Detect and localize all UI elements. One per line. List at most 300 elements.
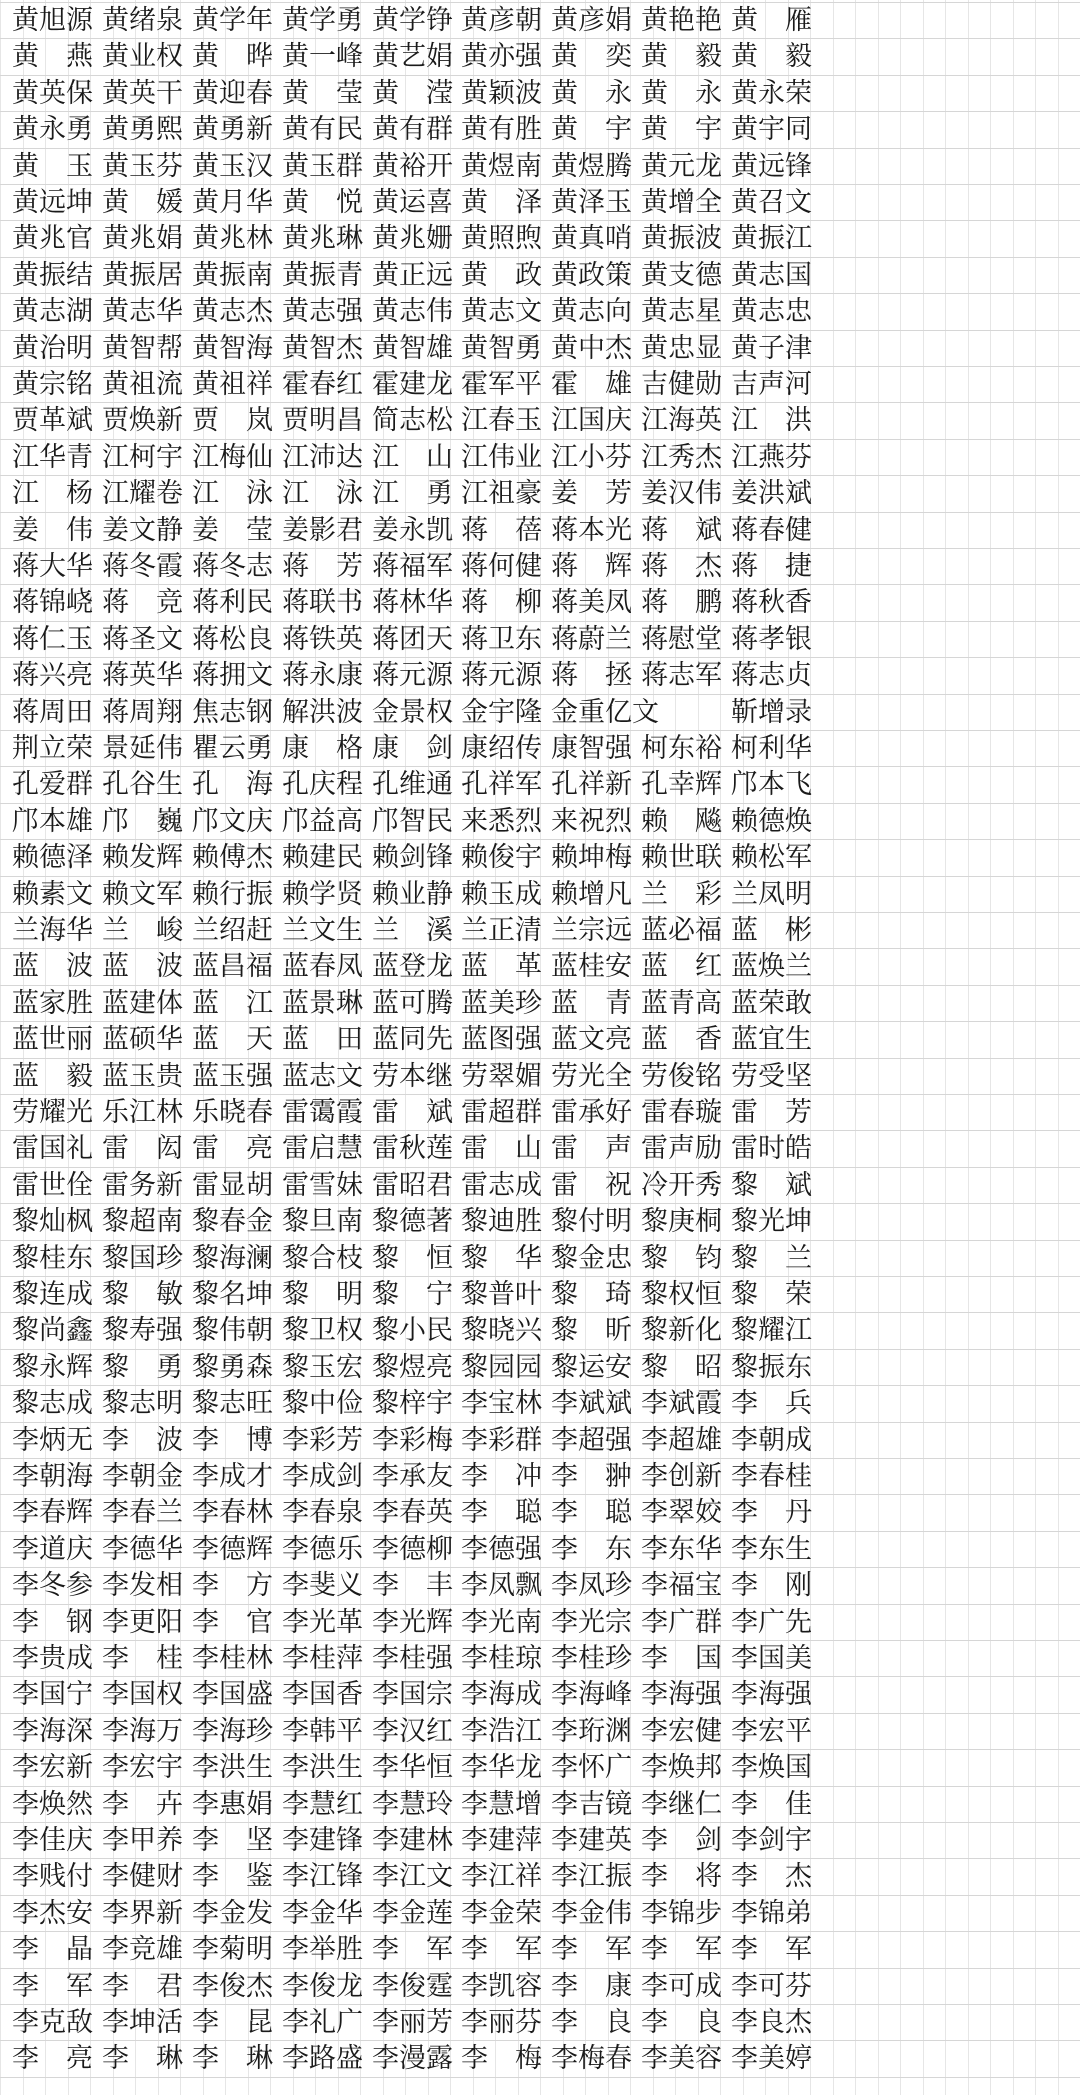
name-cell: 李俊龙 — [282, 1970, 363, 2002]
name-cell: 李桂林 — [192, 1643, 273, 1674]
name-cell: 黎 斌 — [731, 1169, 812, 1201]
name-cell: 简志松 — [372, 405, 453, 437]
name-cell: 蒋兴亮 — [12, 660, 93, 692]
name-cell: 黎金忠 — [551, 1242, 632, 1274]
name-cell: 李德华 — [102, 1533, 183, 1565]
name-cell: 黎 敏 — [102, 1279, 183, 1310]
table-row — [0, 1567, 1080, 1604]
name-cell: 黄振青 — [282, 259, 363, 291]
name-cell: 江梅仙 — [192, 441, 273, 473]
name-cell: 李锦步 — [641, 1897, 722, 1929]
name-cell: 李剑宇 — [731, 1825, 812, 1856]
name-cell: 李 国 — [641, 1643, 722, 1674]
name-cell: 李海珍 — [192, 1715, 273, 1747]
table-row — [0, 1422, 1080, 1459]
name-cell: 李坤活 — [102, 2007, 183, 2038]
name-cell: 蓝青高 — [641, 987, 722, 1019]
name-cell: 李 梅 — [461, 2043, 542, 2075]
name-cell: 黎卫权 — [282, 1315, 363, 1347]
name-cell: 李 刚 — [731, 1570, 812, 1602]
name-cell: 兰 彩 — [641, 878, 722, 910]
name-cell: 蒋志军 — [641, 660, 722, 692]
name-cell: 李宏宇 — [102, 1752, 183, 1784]
name-cell: 黎迪胜 — [461, 1206, 542, 1238]
table-row — [0, 1531, 1080, 1568]
name-cell: 孔幸辉 — [641, 769, 722, 801]
table-row — [0, 475, 1080, 512]
name-cell: 黎合枝 — [282, 1242, 363, 1274]
name-cell: 雷 斌 — [372, 1097, 453, 1128]
name-cell: 李路盛 — [282, 2043, 363, 2075]
name-cell: 黄 晔 — [192, 41, 273, 73]
name-cell: 黎园园 — [461, 1351, 542, 1383]
name-cell: 李 将 — [641, 1861, 722, 1893]
name-cell: 李汉红 — [372, 1715, 453, 1747]
name-cell: 蒋 鹏 — [641, 587, 722, 619]
name-cell: 黄志华 — [102, 296, 183, 328]
name-cell: 黎 恒 — [372, 1242, 453, 1274]
name-cell: 黎晓兴 — [461, 1315, 542, 1347]
name-cell: 蒋 竞 — [102, 587, 183, 619]
name-cell: 黎 荣 — [731, 1279, 812, 1310]
name-cell: 蒋联书 — [282, 587, 363, 619]
name-cell: 李焕邦 — [641, 1752, 722, 1784]
name-cell: 黎普叶 — [461, 1279, 542, 1310]
name-cell: 江海英 — [641, 405, 722, 437]
name-cell: 李焕然 — [12, 1788, 93, 1820]
table-row — [0, 1931, 1080, 1968]
name-cell: 李凯容 — [461, 1970, 542, 2002]
name-cell: 蒋锦峣 — [12, 587, 93, 619]
name-cell: 蒋春健 — [731, 514, 812, 546]
name-cell: 李桂珍 — [551, 1643, 632, 1674]
name-cell: 李俊霆 — [372, 1970, 453, 2002]
name-cell: 景延伟 — [102, 733, 183, 764]
name-cell: 李承友 — [372, 1461, 453, 1492]
name-cell: 李广先 — [731, 1606, 812, 1638]
name-cell: 赖德泽 — [12, 842, 93, 874]
name-cell: 李金华 — [282, 1897, 363, 1929]
table-row — [0, 839, 1080, 876]
name-cell: 李国宗 — [372, 1679, 453, 1711]
name-cell: 李桂强 — [372, 1643, 453, 1674]
name-cell: 李慧红 — [282, 1788, 363, 1820]
name-cell: 江 勇 — [372, 478, 453, 510]
name-cell: 赖傅杰 — [192, 842, 273, 874]
name-cell: 李 琳 — [192, 2043, 273, 2075]
name-cell: 李成剑 — [282, 1461, 363, 1492]
name-cell: 李怀广 — [551, 1752, 632, 1784]
name-cell: 黄志伟 — [372, 296, 453, 328]
name-cell: 黄兆琳 — [282, 223, 363, 255]
table-row — [0, 1349, 1080, 1386]
name-cell: 蓝 田 — [282, 1024, 363, 1056]
name-cell: 蓝建体 — [102, 987, 183, 1019]
name-cell: 黄中杰 — [551, 332, 632, 364]
name-cell: 赖 飚 — [641, 805, 722, 837]
table-row — [0, 439, 1080, 476]
name-cell: 蒋慰堂 — [641, 623, 722, 655]
name-cell: 李丽芬 — [461, 2007, 542, 2038]
name-cell: 蒋冬霞 — [102, 551, 183, 582]
name-cell: 蒋周翔 — [102, 696, 183, 728]
name-cell: 蒋本光 — [551, 514, 632, 546]
name-cell: 黎灿枫 — [12, 1206, 93, 1238]
name-cell: 黄子津 — [731, 332, 812, 364]
name-cell: 李 鉴 — [192, 1861, 273, 1893]
name-cell: 李洪生 — [282, 1752, 363, 1784]
name-cell: 黄 滢 — [372, 77, 453, 109]
table-row — [0, 75, 1080, 112]
name-cell: 李甲养 — [102, 1825, 183, 1856]
name-cell: 李 博 — [192, 1424, 273, 1456]
name-cell: 李竞雄 — [102, 1934, 183, 1966]
name-cell: 乐江林 — [102, 1097, 183, 1128]
name-cell: 黄 雁 — [731, 5, 812, 36]
name-cell: 黄泽玉 — [551, 187, 632, 218]
name-cell: 黄迎春 — [192, 77, 273, 109]
name-cell: 黄智雄 — [372, 332, 453, 364]
name-cell: 雷秋莲 — [372, 1133, 453, 1165]
name-cell: 黄照煦 — [461, 223, 542, 255]
name-cell: 柯利华 — [731, 733, 812, 764]
name-cell: 李洪生 — [192, 1752, 273, 1784]
name-cell: 兰 峻 — [102, 915, 183, 946]
name-cell: 黄志杰 — [192, 296, 273, 328]
name-cell: 赖文军 — [102, 878, 183, 910]
table-row — [0, 803, 1080, 840]
name-cell: 李俊杰 — [192, 1970, 273, 2002]
name-cell: 黄裕开 — [372, 150, 453, 182]
name-cell: 黎勇森 — [192, 1351, 273, 1383]
name-cell: 蓝登龙 — [372, 951, 453, 983]
name-cell: 李慧增 — [461, 1788, 542, 1820]
name-cell: 黄兆官 — [12, 223, 93, 255]
name-cell: 黄 宇 — [551, 114, 632, 146]
name-cell: 蒋 拯 — [551, 660, 632, 692]
table-row — [0, 1094, 1080, 1131]
name-cell: 雷 芳 — [731, 1097, 812, 1128]
name-cell: 蒋何健 — [461, 551, 542, 582]
name-cell: 雷启慧 — [282, 1133, 363, 1165]
name-cell: 李国香 — [282, 1679, 363, 1711]
name-cell: 霍 雄 — [551, 369, 632, 400]
name-cell: 雷 声 — [551, 1133, 632, 1165]
name-cell: 李 康 — [551, 1970, 632, 2002]
name-cell: 黄智勇 — [461, 332, 542, 364]
table-row — [0, 257, 1080, 294]
name-cell: 吉声河 — [731, 369, 812, 400]
name-cell: 李 聪 — [551, 1497, 632, 1529]
name-cell: 李 军 — [551, 1934, 632, 1966]
name-cell: 李 良 — [641, 2007, 722, 2038]
name-cell: 李 钢 — [12, 1606, 93, 1638]
name-cell: 江沛达 — [282, 441, 363, 473]
name-cell: 黄 永 — [641, 77, 722, 109]
name-cell: 江春玉 — [461, 405, 542, 437]
name-cell: 姜文静 — [102, 514, 183, 546]
name-cell: 黄玉汉 — [192, 150, 273, 182]
name-cell: 蓝志文 — [282, 1060, 363, 1092]
name-cell: 李福宝 — [641, 1570, 722, 1602]
name-cell: 蒋拥文 — [192, 660, 273, 692]
name-cell: 蒋 蓓 — [461, 514, 542, 546]
name-cell: 邝本飞 — [731, 769, 812, 801]
name-cell: 李成才 — [192, 1461, 273, 1492]
name-cell: 黎国珍 — [102, 1242, 183, 1274]
name-cell: 黄忠显 — [641, 332, 722, 364]
name-cell: 康 剑 — [372, 733, 453, 764]
name-cell: 赖发辉 — [102, 842, 183, 874]
name-cell: 黄 玉 — [12, 150, 93, 182]
name-cell: 李 琳 — [102, 2043, 183, 2075]
name-cell: 黎春金 — [192, 1206, 273, 1238]
name-cell: 黄业权 — [102, 41, 183, 73]
name-cell: 黎庚桐 — [641, 1206, 722, 1238]
name-cell: 江 泳 — [282, 478, 363, 510]
name-cell: 李浩江 — [461, 1715, 542, 1747]
name-cell: 李美容 — [641, 2043, 722, 2075]
table-row — [0, 985, 1080, 1022]
name-cell: 兰正清 — [461, 915, 542, 946]
name-cell: 李健财 — [102, 1861, 183, 1893]
name-cell: 黄有胜 — [461, 114, 542, 146]
name-cell: 蓝美珍 — [461, 987, 542, 1019]
name-cell: 黄祖祥 — [192, 369, 273, 400]
name-cell: 柯东裕 — [641, 733, 722, 764]
name-cell: 李 兵 — [731, 1388, 812, 1420]
name-cell: 瞿云勇 — [192, 733, 273, 764]
name-cell: 黄元龙 — [641, 150, 722, 182]
name-cell: 黎 昭 — [641, 1351, 722, 1383]
name-cell: 黎海澜 — [192, 1242, 273, 1274]
name-cell: 江 洪 — [731, 405, 812, 437]
name-cell: 李克敌 — [12, 2007, 93, 2038]
name-cell: 李海成 — [461, 1679, 542, 1711]
name-cell: 邝益高 — [282, 805, 363, 837]
name-cell: 雷 山 — [461, 1133, 542, 1165]
name-cell: 李礼广 — [282, 2007, 363, 2038]
name-cell: 李光宗 — [551, 1606, 632, 1638]
name-cell: 雷春璇 — [641, 1097, 722, 1128]
name-cell: 黎 宁 — [372, 1279, 453, 1310]
name-cell: 黎新化 — [641, 1315, 722, 1347]
name-cell: 黄彦朝 — [461, 5, 542, 36]
name-cell: 贾 岚 — [192, 405, 273, 437]
name-cell: 李 军 — [12, 1970, 93, 2002]
name-cell: 黄振南 — [192, 259, 273, 291]
name-cell: 蓝春凤 — [282, 951, 363, 983]
name-cell: 蓝 香 — [641, 1024, 722, 1056]
name-cell: 黄学年 — [192, 5, 273, 36]
name-cell: 李良杰 — [731, 2007, 812, 2038]
name-cell: 黄远坤 — [12, 187, 93, 218]
name-cell: 李 昆 — [192, 2007, 273, 2038]
name-cell: 李 亮 — [12, 2043, 93, 2075]
name-cell: 霍建龙 — [372, 369, 453, 400]
name-cell: 李 东 — [551, 1533, 632, 1565]
name-cell: 康绍传 — [461, 733, 542, 764]
name-cell: 蓝焕兰 — [731, 951, 812, 983]
name-cell: 劳本继 — [372, 1060, 453, 1092]
name-cell: 黄艺娟 — [372, 41, 453, 73]
name-cell: 赖学贤 — [282, 878, 363, 910]
table-row — [0, 1858, 1080, 1895]
name-cell: 雷雪妹 — [282, 1169, 363, 1201]
name-cell: 雷时皓 — [731, 1133, 812, 1165]
name-cell: 黄远锋 — [731, 150, 812, 182]
name-cell: 蓝可腾 — [372, 987, 453, 1019]
name-cell: 乐晓春 — [192, 1097, 273, 1128]
name-cell: 李 佳 — [731, 1788, 812, 1820]
name-cell: 蓝 波 — [102, 951, 183, 983]
name-cell: 黄学铮 — [372, 5, 453, 36]
name-cell: 黎权恒 — [641, 1279, 722, 1310]
name-cell: 黎桂东 — [12, 1242, 93, 1274]
name-cell: 李广群 — [641, 1606, 722, 1638]
name-cell: 黎尚鑫 — [12, 1315, 93, 1347]
table-row — [0, 2, 1080, 39]
table-row — [0, 584, 1080, 621]
name-cell: 李 冲 — [461, 1461, 542, 1492]
name-cell: 金景权 — [372, 696, 453, 728]
name-cell: 赖增凡 — [551, 878, 632, 910]
name-cell: 蒋周田 — [12, 696, 93, 728]
name-cell: 李 方 — [192, 1570, 273, 1602]
name-cell: 李春泉 — [282, 1497, 363, 1529]
name-cell: 贾焕新 — [102, 405, 183, 437]
name-cell: 蓝 毅 — [12, 1060, 93, 1092]
name-cell: 黎 明 — [282, 1279, 363, 1310]
name-cell: 江秀杰 — [641, 441, 722, 473]
name-cell: 蒋蔚兰 — [551, 623, 632, 655]
name-cell: 黎振东 — [731, 1351, 812, 1383]
name-cell: 李海万 — [102, 1715, 183, 1747]
name-cell: 李 丹 — [731, 1497, 812, 1529]
name-cell: 来悉烈 — [461, 805, 542, 837]
name-cell: 赖素文 — [12, 878, 93, 910]
name-cell: 蒋美凤 — [551, 587, 632, 619]
name-cell: 江柯宇 — [102, 441, 183, 473]
name-cell: 李国权 — [102, 1679, 183, 1711]
name-cell: 李春英 — [372, 1497, 453, 1529]
name-cell: 黄振波 — [641, 223, 722, 255]
name-cell: 黄艳艳 — [641, 5, 722, 36]
table-row — [0, 184, 1080, 221]
name-cell: 李江祥 — [461, 1861, 542, 1893]
name-cell: 黄永勇 — [12, 114, 93, 146]
name-cell: 黎中俭 — [282, 1388, 363, 1420]
name-cell: 李炳无 — [12, 1424, 93, 1456]
name-cell: 李可芬 — [731, 1970, 812, 2002]
name-cell: 雷声励 — [641, 1133, 722, 1165]
name-cell: 康 格 — [282, 733, 363, 764]
name-cell: 黄 政 — [461, 259, 542, 291]
table-row — [0, 1058, 1080, 1095]
name-cell: 李华恒 — [372, 1752, 453, 1784]
name-cell: 蓝荣敢 — [731, 987, 812, 1019]
name-cell: 黄振结 — [12, 259, 93, 291]
name-cell: 黄政策 — [551, 259, 632, 291]
name-cell: 赖业静 — [372, 878, 453, 910]
name-cell: 黄英保 — [12, 77, 93, 109]
name-cell: 黄宗铭 — [12, 369, 93, 400]
name-cell: 康智强 — [551, 733, 632, 764]
name-cell: 李华龙 — [461, 1752, 542, 1784]
name-cell: 李可成 — [641, 1970, 722, 2002]
name-cell: 李创新 — [641, 1461, 722, 1492]
table-row — [0, 912, 1080, 949]
name-cell: 黄宇同 — [731, 114, 812, 146]
name-cell: 雷务新 — [102, 1169, 183, 1201]
table-row — [0, 111, 1080, 148]
name-cell: 黄 奕 — [551, 41, 632, 73]
name-cell: 李建英 — [551, 1825, 632, 1856]
name-cell: 李海强 — [641, 1679, 722, 1711]
name-cell: 黄运喜 — [372, 187, 453, 218]
name-cell: 蒋 辉 — [551, 551, 632, 582]
table-row — [0, 1822, 1080, 1859]
name-cell: 李 聪 — [461, 1497, 542, 1529]
name-cell: 黎志旺 — [192, 1388, 273, 1420]
name-cell: 黄彦娟 — [551, 5, 632, 36]
name-cell: 李彩芳 — [282, 1424, 363, 1456]
table-row — [0, 1458, 1080, 1495]
name-cell: 黎旦南 — [282, 1206, 363, 1238]
name-cell: 黄有群 — [372, 114, 453, 146]
name-cell: 姜影君 — [282, 514, 363, 546]
name-cell: 雷承好 — [551, 1097, 632, 1128]
name-cell: 李德强 — [461, 1533, 542, 1565]
name-cell: 李翠姣 — [641, 1497, 722, 1529]
name-cell: 劳受坚 — [731, 1060, 812, 1092]
name-cell: 蓝同先 — [372, 1024, 453, 1056]
name-cell: 李 翀 — [551, 1461, 632, 1492]
name-cell: 李 卉 — [102, 1788, 183, 1820]
name-cell: 李 良 — [551, 2007, 632, 2038]
name-cell: 李凤珍 — [551, 1570, 632, 1602]
name-cell: 蒋孝银 — [731, 623, 812, 655]
table-row — [0, 548, 1080, 585]
name-cell: 李金荣 — [461, 1897, 542, 1929]
name-cell: 李漫露 — [372, 2043, 453, 2075]
name-cell: 蒋元源 — [372, 660, 453, 692]
name-cell: 黄 悦 — [282, 187, 363, 218]
name-cell: 李 桂 — [102, 1643, 183, 1674]
name-cell: 李金发 — [192, 1897, 273, 1929]
name-cell: 姜汉伟 — [641, 478, 722, 510]
name-cell: 李 君 — [102, 1970, 183, 2002]
name-cell: 黎玉宏 — [282, 1351, 363, 1383]
name-cell: 蒋志贞 — [731, 660, 812, 692]
table-row — [0, 1240, 1080, 1277]
table-row — [0, 1021, 1080, 1058]
name-cell: 黄治明 — [12, 332, 93, 364]
table-row — [0, 1786, 1080, 1823]
name-cell: 蒋大华 — [12, 551, 93, 582]
name-cell: 蓝桂安 — [551, 951, 632, 983]
name-cell: 黎志明 — [102, 1388, 183, 1420]
name-cell: 李慧玲 — [372, 1788, 453, 1820]
table-row — [0, 1604, 1080, 1641]
table-row — [0, 366, 1080, 403]
name-cell: 邝本雄 — [12, 805, 93, 837]
table-row — [0, 621, 1080, 658]
name-cell: 兰海华 — [12, 915, 93, 946]
table-row — [0, 876, 1080, 913]
name-cell: 蓝 革 — [461, 951, 542, 983]
table-row — [0, 330, 1080, 367]
